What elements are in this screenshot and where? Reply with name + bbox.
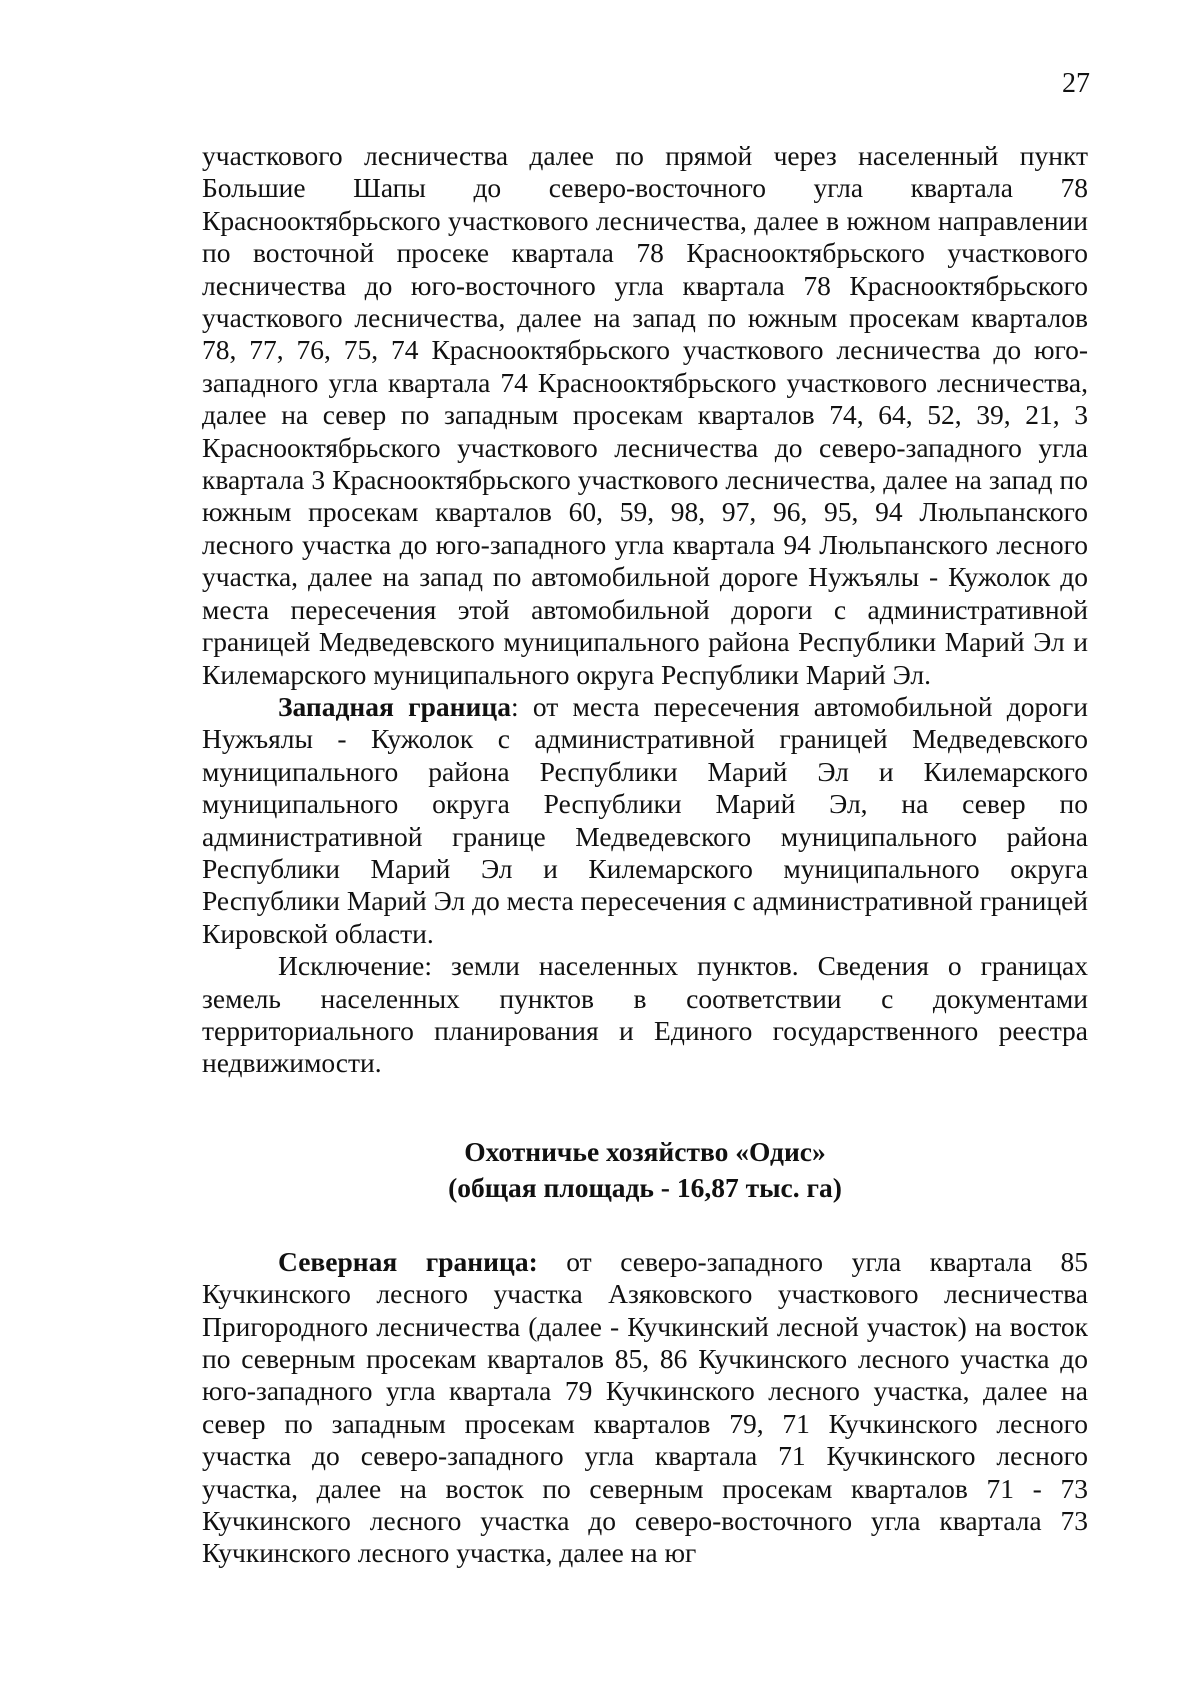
paragraph-continuation: участкового лесничества далее по прямой через населенный пункт Большие Шапы до северо-восточного угла квартала 78 Краснооктябрьского участкового лесничества, далее в южном направлении по восточной просеке квартала 78 Краснооктябрьского участкового лесничества до юго-восточного угла квартала 78 Краснооктябрьского участкового лесничества, далее на запад по южным просекам кварталов 78, 77, 76, 75, 74 Краснооктябрьского участкового лесничества до юго-западного угла квартала 74 Краснооктябрьского участкового лесничества, далее на север по западным просекам кварталов 74, 64, 52, 39, 21, 3 Краснооктябрьского участкового лесничества до северо-западного угла квартала 3 Краснооктябрьского участкового лесничества, далее на запад по южным просекам кварталов 60, 59, 98, 97, 96, 95, 94 Люльпанского лесного участка до юго-западного угла квартала 94 Люльпанского лесного участка, далее на запад по автомобильной дороге Нужъялы - Кужолок до места пересечения этой автомобильной дороги с административной границей Медведевского муниципального района Республики Марий Эл и Килемарского муниципального округа Республики Марий Эл. [202,140,1088,690]
northern-border-text: от северо-западного угла квартала 85 Кучкинского лесного участка Азяковского участкового лесничества Пригородного лесничества (далее - Кучкинский лесной участок) на восток по северным просекам кварталов 85, 86 Кучкинского лесного участка до юго-западного угла квартала 79 Кучкинского лесного участка, далее на север по западным просекам кварталов 79, 71 Кучкинского лесного участка до северо-западного угла квартала 71 Кучкинского лесного участка, далее на восток по северным просекам кварталов 71 - 73 Кучкинского лесного участка до северо-восточного угла квартала 73 Кучкинского лесного участка, далее на юг [202,1245,1089,1569]
western-border-label: Западная граница [278,690,511,722]
document-body [202,140,1088,1570]
section-title-name: Охотничье хозяйство «Одис» [464,1135,826,1167]
paragraph-northern-border [202,1246,1088,1570]
northern-border-label: Северная граница: [278,1245,538,1277]
section-title-area: (общая площадь - 16,87 тыс. га) [448,1171,842,1203]
section-title [202,1134,1088,1206]
page-number: 27 [1062,68,1090,99]
paragraph-exclusion: Исключение: земли населенных пунктов. Сведения о границах земель населенных пунктов в соответствии с документами территориального планирования и Единого государственного реестра недвижимости. [202,950,1088,1079]
western-border-text: : от места пересечения автомобильной дороги Нужъялы - Кужолок с административной границей Медведевского муниципального района Республики Марий Эл и Килемарского муниципального округа Республики Марий Эл, на север по административной границе Медведевского муниципального района Республики Марий Эл и Килемарского муниципального округа Республики Марий Эл до места пересечения с административной границей Кировской области. [202,690,1088,949]
paragraph-western-border [202,691,1088,950]
